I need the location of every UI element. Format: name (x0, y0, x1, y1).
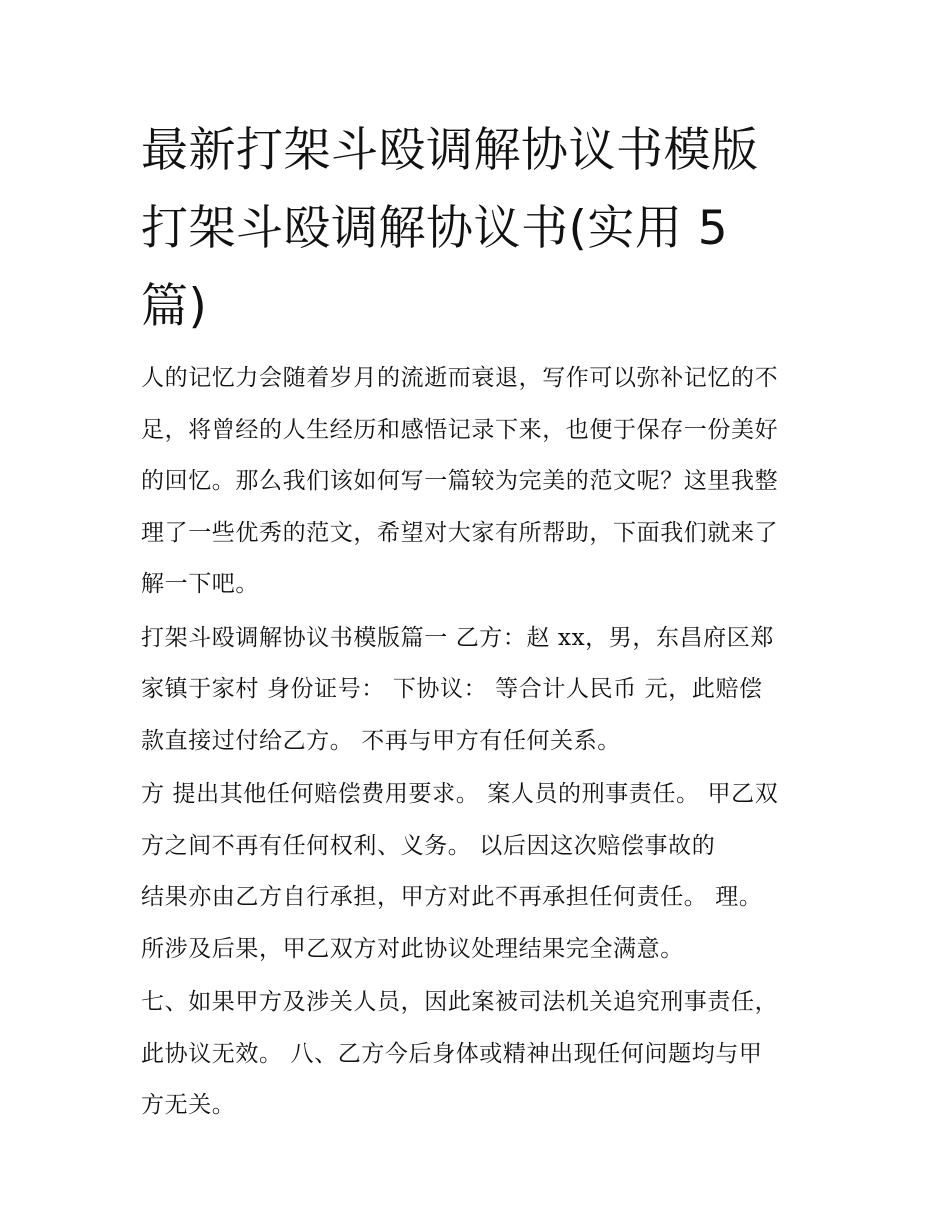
text-line: 打架斗殴调解协议书模版篇一 乙方：赵 xx，男，东昌府区郑 (141, 624, 774, 651)
text-line: 方之间不再有任何权利、义务。 以后因这次赔偿事故的 (141, 832, 716, 859)
text-line: 的回忆。那么我们该如何写一篇较为完美的范文呢？这里我整 (141, 468, 779, 494)
text-line: 结果亦由乙方自行承担，甲方对此不再承担任何责任。 理。 (141, 884, 763, 910)
title-line: 打架斗殴调解协议书(实用 5 (141, 201, 729, 256)
text-line: 所涉及后果，甲乙双方对此协议处理结果完全满意。 (141, 935, 684, 962)
text-line: 足，将曾经的人生经历和感悟记录下来，也便于保存一份美好 (141, 416, 779, 443)
text-line: 款直接过付给乙方。 不再与甲方有任何关系。 (141, 727, 621, 754)
text-line: 家镇于家村 身份证号： 下协议： 等合计人民币 元，此赔偿 (141, 676, 763, 702)
document-body (141, 353, 821, 1134)
title-line: 篇) (141, 279, 208, 334)
text-line: 此协议无效。 八、乙方今后身体或精神出现任何问题均与甲 (141, 1040, 763, 1067)
agreement-paragraph-2 (141, 769, 821, 975)
agreement-paragraph-3 (141, 977, 821, 1132)
text-line: 解一下吧。 (141, 571, 259, 597)
title-line: 最新打架斗殴调解协议书模版 (141, 123, 759, 178)
text-line: 方 提出其他任何赔偿费用要求。 案人员的刑事责任。 甲乙双 (141, 781, 779, 807)
agreement-paragraph-1 (141, 613, 821, 768)
text-line: 七、如果甲方及涉关人员，因此案被司法机关追究刑事责任， (141, 989, 779, 1015)
document-title (141, 112, 821, 346)
text-line: 方无关。 (141, 1092, 236, 1118)
intro-paragraph (141, 353, 821, 611)
text-line: 人的记忆力会随着岁月的流逝而衰退，写作可以弥补记忆的不 (141, 365, 779, 391)
text-line: 理了一些优秀的范文，希望对大家有所帮助，下面我们就来了 (141, 519, 779, 546)
